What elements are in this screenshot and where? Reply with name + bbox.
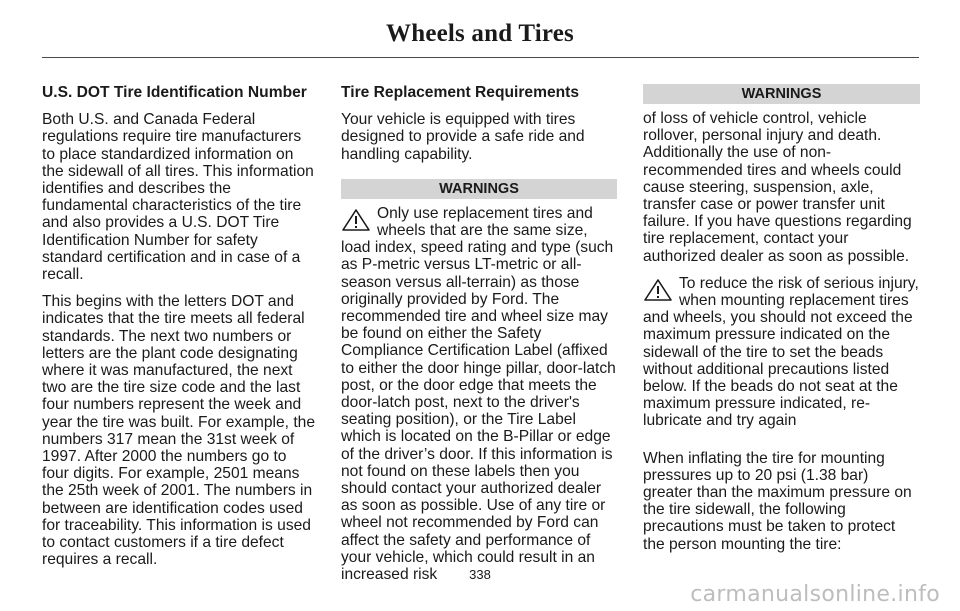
warning-text-mounting: To reduce the risk of serious injury, when mounting replacement tires and wheels, you should not exceed the maximum pressure indicated on the sidewall of the tire to set the beads without additional precautions listed below. If the beads do not seat at the maximum pressure indicated, re-lubricate and try again [643,274,919,430]
warning-mounting-pressure [643,275,920,430]
column-replacement-requirements [341,84,617,583]
section-heading-replacement: Tire Replacement Requirements [341,84,580,101]
warning-text-continued: of loss of vehicle control, vehicle rollover, personal injury and death. Additionally the use of non-recommended tires and wheels could cause steering, suspension, axle, transfer case or power transfer unit failure. If you have questions regarding tire replacement, contact your authorized dealer as soon as possible. [643,110,912,265]
warning-triangle-icon [643,278,673,302]
paragraph-dot-code-explained: This begins with the letters DOT and indicates that the tire meets all federal standards. The next two numbers or letters are the plant code designating where it was manufactured, the next two are the tire size code and the last four numbers represent the week and year the tire was built. For example, the numbers 317 mean the 31st week of 1997. After 2000 the numbers go to four digits. For example, 2501 means the 25th week of 2001. The numbers in between are identification codes used for traceability. This information is used to contact customers if a tire defect requires a recall. [42,293,316,569]
page-number: 338 [469,567,491,582]
section-heading-dot-number: U.S. DOT Tire Identification Number [42,84,307,101]
warnings-header: WARNINGS [341,179,617,199]
page-title: Wheels and Tires [386,20,574,47]
paragraph-inflation-precautions: When inflating the tire for mounting pressures up to 20 psi (1.38 bar) greater than the maximum pressure on the tire sidewall, the following precautions must be taken to protect the person mounting the tire: [643,449,912,553]
column-warnings-continued [643,84,920,563]
warning-replacement-tires [341,205,617,583]
paragraph-tires-intro: Your vehicle is equipped with tires designed to provide a safe ride and handling capability. [341,111,585,163]
paragraph-federal-regulations: Both U.S. and Canada Federal regulations require tire manufacturers to place standardized information on the sidewall of all tires. This information identifies and describes the fundamental characteristics of the tire and also provides a U.S. DOT Tire Identification Number for safety standard certification and in case of a recall. [42,111,314,284]
warning-triangle-icon [341,208,371,232]
title-divider [42,57,919,58]
watermark: carmanualsonline.info [690,582,940,607]
column-dot-identification [42,84,315,578]
warning-text-replacement: Only use replacement tires and wheels that are the same size, load index, speed rating and type (such as P-metric versus LT-metric or all-season versus all-terrain) as those originally provided by Ford. The recommended tire and wheel size may be found on either the Safety Compliance Certification Label (affixed to either the door hinge pillar, door-latch post, or the door edge that meets the door-latch post, next to the driver's seating position), or the Tire Label which is located on the B-Pillar or edge of the driver’s door. If this information is not found on these labels then you should contact your authorized dealer as soon as possible. Use of any tire or wheel not recommended by Ford can affect the safety and performance of your vehicle, which could result in an increased risk [341,204,616,584]
warnings-header: WARNINGS [643,84,920,104]
